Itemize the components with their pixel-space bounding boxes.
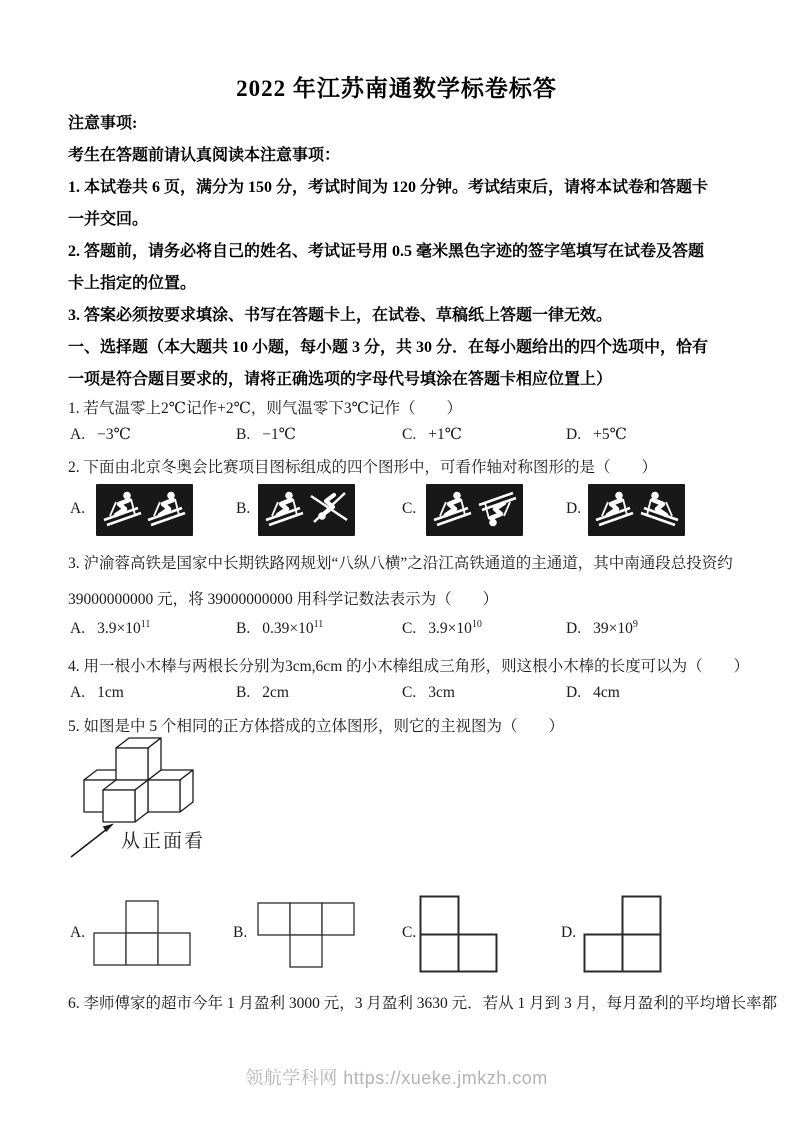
question-6-stem: 6. 李师傅家的超市今年 1 月盈利 3000 元，3 月盈利 3630 元．若从 1 月到 3 月，每月盈利的平均增长率都 — [68, 995, 778, 1012]
section1-heading-line2: 一项是符合题目要求的，请将正确选项的字母代号填涂在答题卡相应位置上） — [68, 371, 613, 388]
q3-option-b-base: 0.39×10 — [262, 620, 314, 637]
q4-option-b — [236, 684, 289, 702]
front-view-caption: 从正面看 — [121, 831, 206, 852]
q3-option-b — [236, 620, 323, 638]
q4-option-d-text: 4cm — [593, 684, 620, 701]
q1-option-c-label: C. — [402, 426, 417, 443]
q3-option-c-label: C. — [402, 620, 417, 637]
notice-item1-line1: 1. 本试卷共 6 页，满分为 150 分，考试时间为 120 分钟。考试结束后，请将本试卷和答题卡 — [68, 179, 709, 196]
q1-option-b — [236, 425, 296, 444]
q1-option-b-text: −1℃ — [262, 426, 297, 443]
q1-option-a — [70, 425, 131, 444]
q4-option-a — [70, 684, 124, 702]
q3-option-d-base: 39×10 — [593, 620, 633, 637]
q4-option-b-text: 2cm — [262, 684, 289, 701]
q2-option-c-label: C. — [402, 500, 417, 517]
q3-option-a — [70, 620, 150, 638]
q5-option-b-label: B. — [233, 924, 248, 941]
q3-option-a-base: 3.9×10 — [97, 620, 141, 637]
notice-item3: 3. 答案必须按要求填涂、书写在答题卡上，在试卷、草稿纸上答题一律无效。 — [68, 307, 613, 324]
q4-option-b-label: B. — [236, 684, 251, 701]
q3-option-c — [402, 620, 482, 638]
q5-option-c-label: C. — [402, 924, 417, 941]
q3-option-a-exponent: 11 — [140, 619, 151, 630]
view-option-figure-a — [93, 900, 192, 967]
q3-option-c-exponent: 10 — [471, 619, 482, 630]
q5-option-a-label: A. — [70, 924, 86, 941]
q4-option-a-label: A. — [70, 684, 86, 701]
section1-heading-line1: 一、选择题（本大题共 10 小题，每小题 3 分，共 30 分．在每小题给出的四个选项中，恰有 — [68, 339, 709, 356]
q1-option-a-label: A. — [70, 426, 86, 443]
q3-option-b-label: B. — [236, 620, 251, 637]
q1-option-d — [566, 425, 627, 444]
q4-option-c — [402, 684, 455, 702]
ski-pictogram-option-b — [258, 484, 355, 536]
question-4-stem: 4. 用一根小木棒与两根长分别为3cm,6cm 的小木棒组成三角形，则这根小木棒的长度可以为（ ） — [68, 658, 750, 675]
q4-option-c-label: C. — [402, 684, 417, 701]
q3-option-b-exponent: 11 — [313, 619, 324, 630]
q3-option-d-exponent: 9 — [632, 619, 638, 630]
q4-option-d — [566, 684, 620, 702]
ski-pictogram-option-c — [426, 484, 523, 536]
question-1-stem: 1. 若气温零上2℃记作+2℃，则气温零下3℃记作（ ） — [68, 400, 463, 417]
view-option-figure-b — [257, 902, 356, 969]
q3-option-a-label: A. — [70, 620, 86, 637]
q1-option-d-label: D. — [566, 426, 582, 443]
q4-option-c-text: 3cm — [428, 684, 455, 701]
q1-option-c — [402, 425, 462, 444]
notice-item1-line2: 一并交回。 — [68, 211, 149, 228]
notice-intro: 考生在答题前请认真阅读本注意事项： — [68, 147, 341, 164]
q2-option-d-label: D. — [566, 500, 582, 517]
q4-option-d-label: D. — [566, 684, 582, 701]
view-option-figure-d — [583, 895, 663, 973]
q3-option-d — [566, 620, 638, 638]
q5-option-d-label: D. — [561, 924, 577, 941]
question-5-stem: 5. 如图是中 5 个相同的正方体搭成的立体图形，则它的主视图为（ ） — [68, 718, 565, 735]
view-direction-arrow — [71, 824, 114, 858]
q4-option-a-text: 1cm — [97, 684, 124, 701]
view-option-figure-c — [419, 895, 499, 973]
watermark: 领航学科网 https://xueke.jmkzh.com — [245, 1068, 548, 1088]
q3-option-d-label: D. — [566, 620, 582, 637]
q1-option-b-label: B. — [236, 426, 251, 443]
notice-item2-line1: 2. 答题前，请务必将自己的姓名、考试证号用 0.5 毫米黑色字迹的签字笔填写在试卷及答题 — [68, 243, 705, 260]
q2-option-b-label: B. — [236, 500, 251, 517]
ski-pictogram-option-a — [96, 484, 193, 536]
q1-option-a-text: −3℃ — [97, 426, 131, 443]
question-2-stem: 2. 下面由北京冬奥会比赛项目图标组成的四个图形中，可看作轴对称图形的是（ ） — [68, 459, 658, 476]
q1-option-d-text: +5℃ — [593, 426, 627, 443]
notice-item2-line2: 卡上指定的位置。 — [68, 275, 197, 292]
q3-option-c-base: 3.9×10 — [428, 620, 472, 637]
notice-heading: 注意事项: — [68, 115, 138, 132]
question-3-stem-line2: 39000000000 元，将 39000000000 用科学记数法表示为（ ） — [68, 591, 499, 608]
ski-pictogram-option-d — [588, 484, 685, 536]
q2-option-a-label: A. — [70, 500, 86, 517]
question-3-stem-line1: 3. 沪渝蓉高铁是国家中长期铁路网规划“八纵八横”之沿江高铁通道的主通道，其中南通段总投资约 — [68, 555, 733, 572]
page-title: 2022 年江苏南通数学标卷标答 — [236, 76, 557, 101]
q1-option-c-text: +1℃ — [428, 426, 463, 443]
